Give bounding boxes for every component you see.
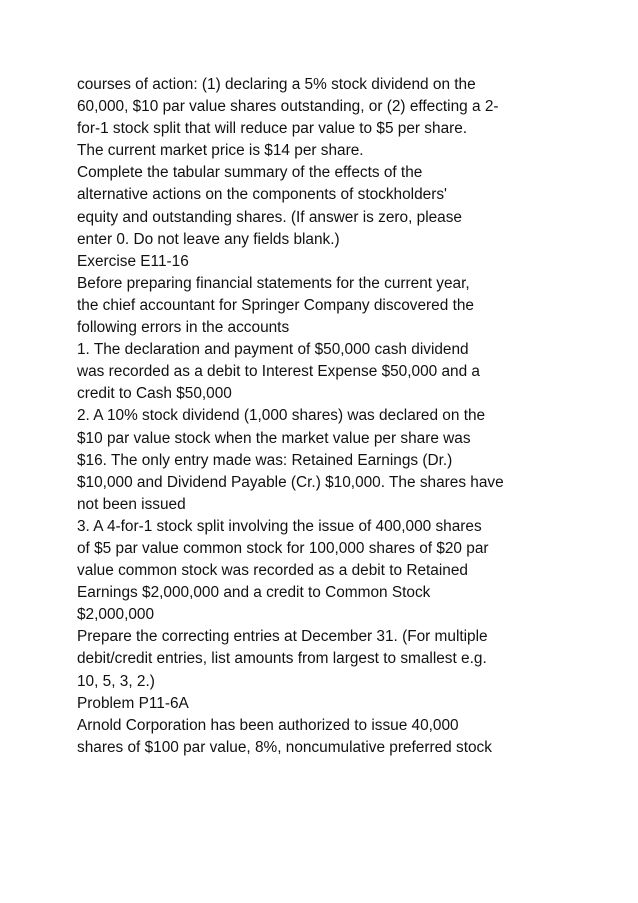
text-line: alternative actions on the components of stockholders' [77,186,447,204]
text-line: Arnold Corporation has been authorized to issue 40,000 [77,716,459,734]
text-line: courses of action: (1) declaring a 5% stock dividend on the [77,76,476,93]
text-line: The current market price is $14 per share. [77,142,364,160]
document-body [77,74,577,759]
list-item: 3. A 4-for-1 stock split involving the issue of 400,000 shares [77,517,482,535]
text-line: value common stock was recorded as a debit to Retained [77,562,468,580]
text-line: enter 0. Do not leave any fields blank.) [77,230,340,248]
text-line: debit/credit entries, list amounts from largest to smallest e.g. [77,650,487,668]
text-line: credit to Cash $50,000 [77,385,232,403]
text-line: the chief accountant for Springer Company discovered the [77,296,474,314]
text-line: Earnings $2,000,000 and a credit to Common Stock [77,584,431,602]
text-line: of $5 par value common stock for 100,000 shares of $20 par [77,539,489,557]
text-line: shares of $100 par value, 8%, noncumulative preferred stock [77,738,492,756]
text-line: equity and outstanding shares. (If answer is zero, please [77,208,462,226]
text-line: was recorded as a debit to Interest Expense $50,000 and a [77,363,480,381]
text-line: Before preparing financial statements for the current year, [77,274,470,292]
list-item: 2. A 10% stock dividend (1,000 shares) was declared on the [77,407,486,425]
problem-heading: Problem P11-6A [77,694,189,712]
text-line: $2,000,000 [77,606,155,624]
text-line: for-1 stock split that will reduce par value to $5 per share. [77,120,468,138]
list-item: 1. The declaration and payment of $50,000 cash dividend [77,341,469,359]
text-line: $16. The only entry made was: Retained Earnings (Dr.) [77,451,453,469]
text-line: Prepare the correcting entries at December 31. (For multiple [77,628,488,646]
exercise-heading: Exercise E11-16 [77,252,189,270]
text-line: $10 par value stock when the market value per share was [77,429,471,447]
text-line: following errors in the accounts [77,319,290,337]
text-line: 60,000, $10 par value shares outstanding, or (2) effecting a 2- [77,98,499,116]
text-line: not been issued [77,495,186,513]
text-line: $10,000 and Dividend Payable (Cr.) $10,000. The shares have [77,473,504,491]
text-line: Complete the tabular summary of the effects of the [77,164,423,182]
text-line: 10, 5, 3, 2.) [77,672,155,690]
